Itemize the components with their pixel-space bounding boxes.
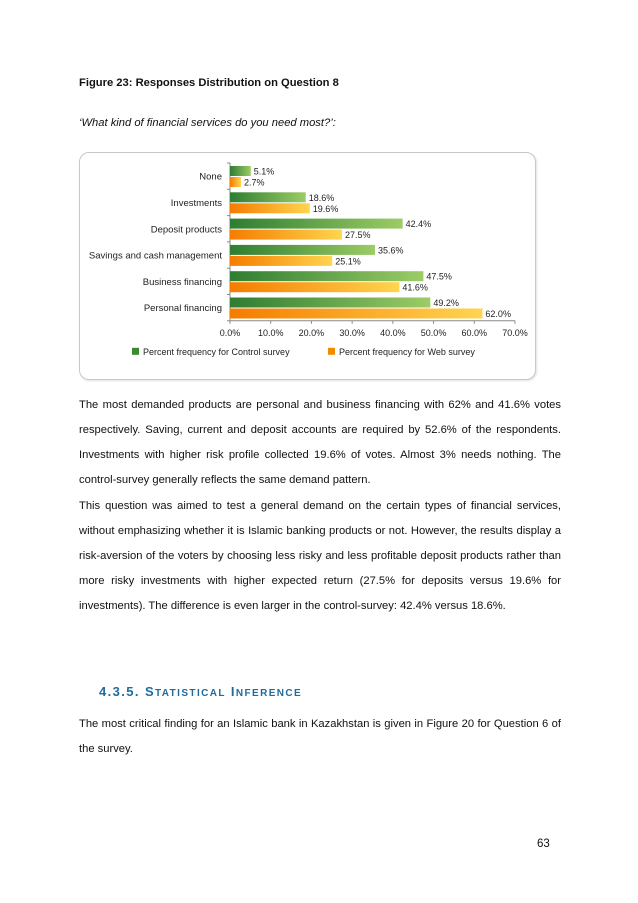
x-tick-label: 10.0% xyxy=(257,327,284,338)
bar-web xyxy=(230,282,399,292)
data-label: 27.5% xyxy=(344,230,371,241)
x-tick-label: 40.0% xyxy=(380,327,406,338)
bar-control xyxy=(230,271,423,281)
bar-control xyxy=(230,192,306,202)
category-label: Personal financing xyxy=(143,303,222,315)
bar-chart xyxy=(80,153,535,379)
bar-web xyxy=(230,203,310,213)
paragraph-3: The most critical finding for an Islamic bank in Kazakhstan is given in Figure 20 for Question 6 of the survey. xyxy=(79,718,561,755)
paragraph-2: This question was aimed to test a general demand on the certain types of financial services, without emphasizing whether it is Islamic banking products or not. However, the results display a risk-aversion of the voters by choosing less risky and less profitable deposit products rather than more risky investments with higher expected return (27.5% for deposits versus 19.6% for investments). The difference is even larger in the control-survey: 42.4% versus 18.6%. xyxy=(79,500,561,612)
section-heading-text xyxy=(99,682,359,702)
data-label: 25.1% xyxy=(335,256,361,267)
data-label: 18.6% xyxy=(308,192,335,203)
bar-web xyxy=(230,256,332,266)
data-label: 19.6% xyxy=(312,203,339,214)
data-label: 62.0% xyxy=(485,309,511,319)
x-tick-label: 60.0% xyxy=(461,327,488,338)
data-label: 2.7% xyxy=(243,177,265,188)
bar-control xyxy=(230,245,375,255)
bar-control xyxy=(230,166,251,176)
category-label: Deposit products xyxy=(150,224,222,236)
category-label: Investments xyxy=(170,197,222,209)
legend-swatch-control xyxy=(132,348,139,355)
x-tick-label: 70.0% xyxy=(502,327,528,338)
x-tick-label: 30.0% xyxy=(339,327,365,338)
legend-label: Percent frequency for Web survey xyxy=(339,346,475,357)
page-number: 63 xyxy=(537,838,550,850)
section-heading xyxy=(99,682,359,705)
paragraph-1: The most demanded products are personal and business financing with 62% and 41.6% votes respectively. Saving, current and deposit accounts are required by 52.6% of the respondents. Investments with higher risk profile collected 19.6% of votes. Almost 3% needs nothing. The control-survey generally reflects the same demand pattern. xyxy=(79,399,561,486)
figure-caption: Figure 23: Responses Distribution on Question 8 xyxy=(79,77,339,89)
survey-question: ‘What kind of financial services do you need most?’: xyxy=(79,117,336,129)
bar-web xyxy=(230,177,241,187)
data-label: 42.4% xyxy=(405,219,432,230)
x-tick-label: 50.0% xyxy=(420,327,447,338)
category-label: None xyxy=(199,171,222,183)
svg-text:4.3.5. STATISTICAL INFERENCE: 4.3.5. STATISTICAL INFERENCE xyxy=(99,684,303,699)
data-label: 5.1% xyxy=(253,166,275,177)
bar-control xyxy=(230,298,430,308)
legend-swatch-web xyxy=(328,348,335,355)
category-label: Savings and cash management xyxy=(88,250,222,262)
x-tick-label: 0.0% xyxy=(219,327,241,338)
bar-web xyxy=(230,309,482,319)
data-label: 41.6% xyxy=(402,282,428,293)
data-label: 35.6% xyxy=(377,245,404,256)
data-label: 49.2% xyxy=(433,298,459,308)
x-tick-label: 20.0% xyxy=(298,327,325,338)
bar-control xyxy=(230,219,403,229)
category-label: Business financing xyxy=(142,276,222,288)
chart-container xyxy=(79,152,536,380)
data-label: 47.5% xyxy=(426,271,452,282)
bar-web xyxy=(230,230,342,240)
legend-label: Percent frequency for Control survey xyxy=(143,346,290,357)
